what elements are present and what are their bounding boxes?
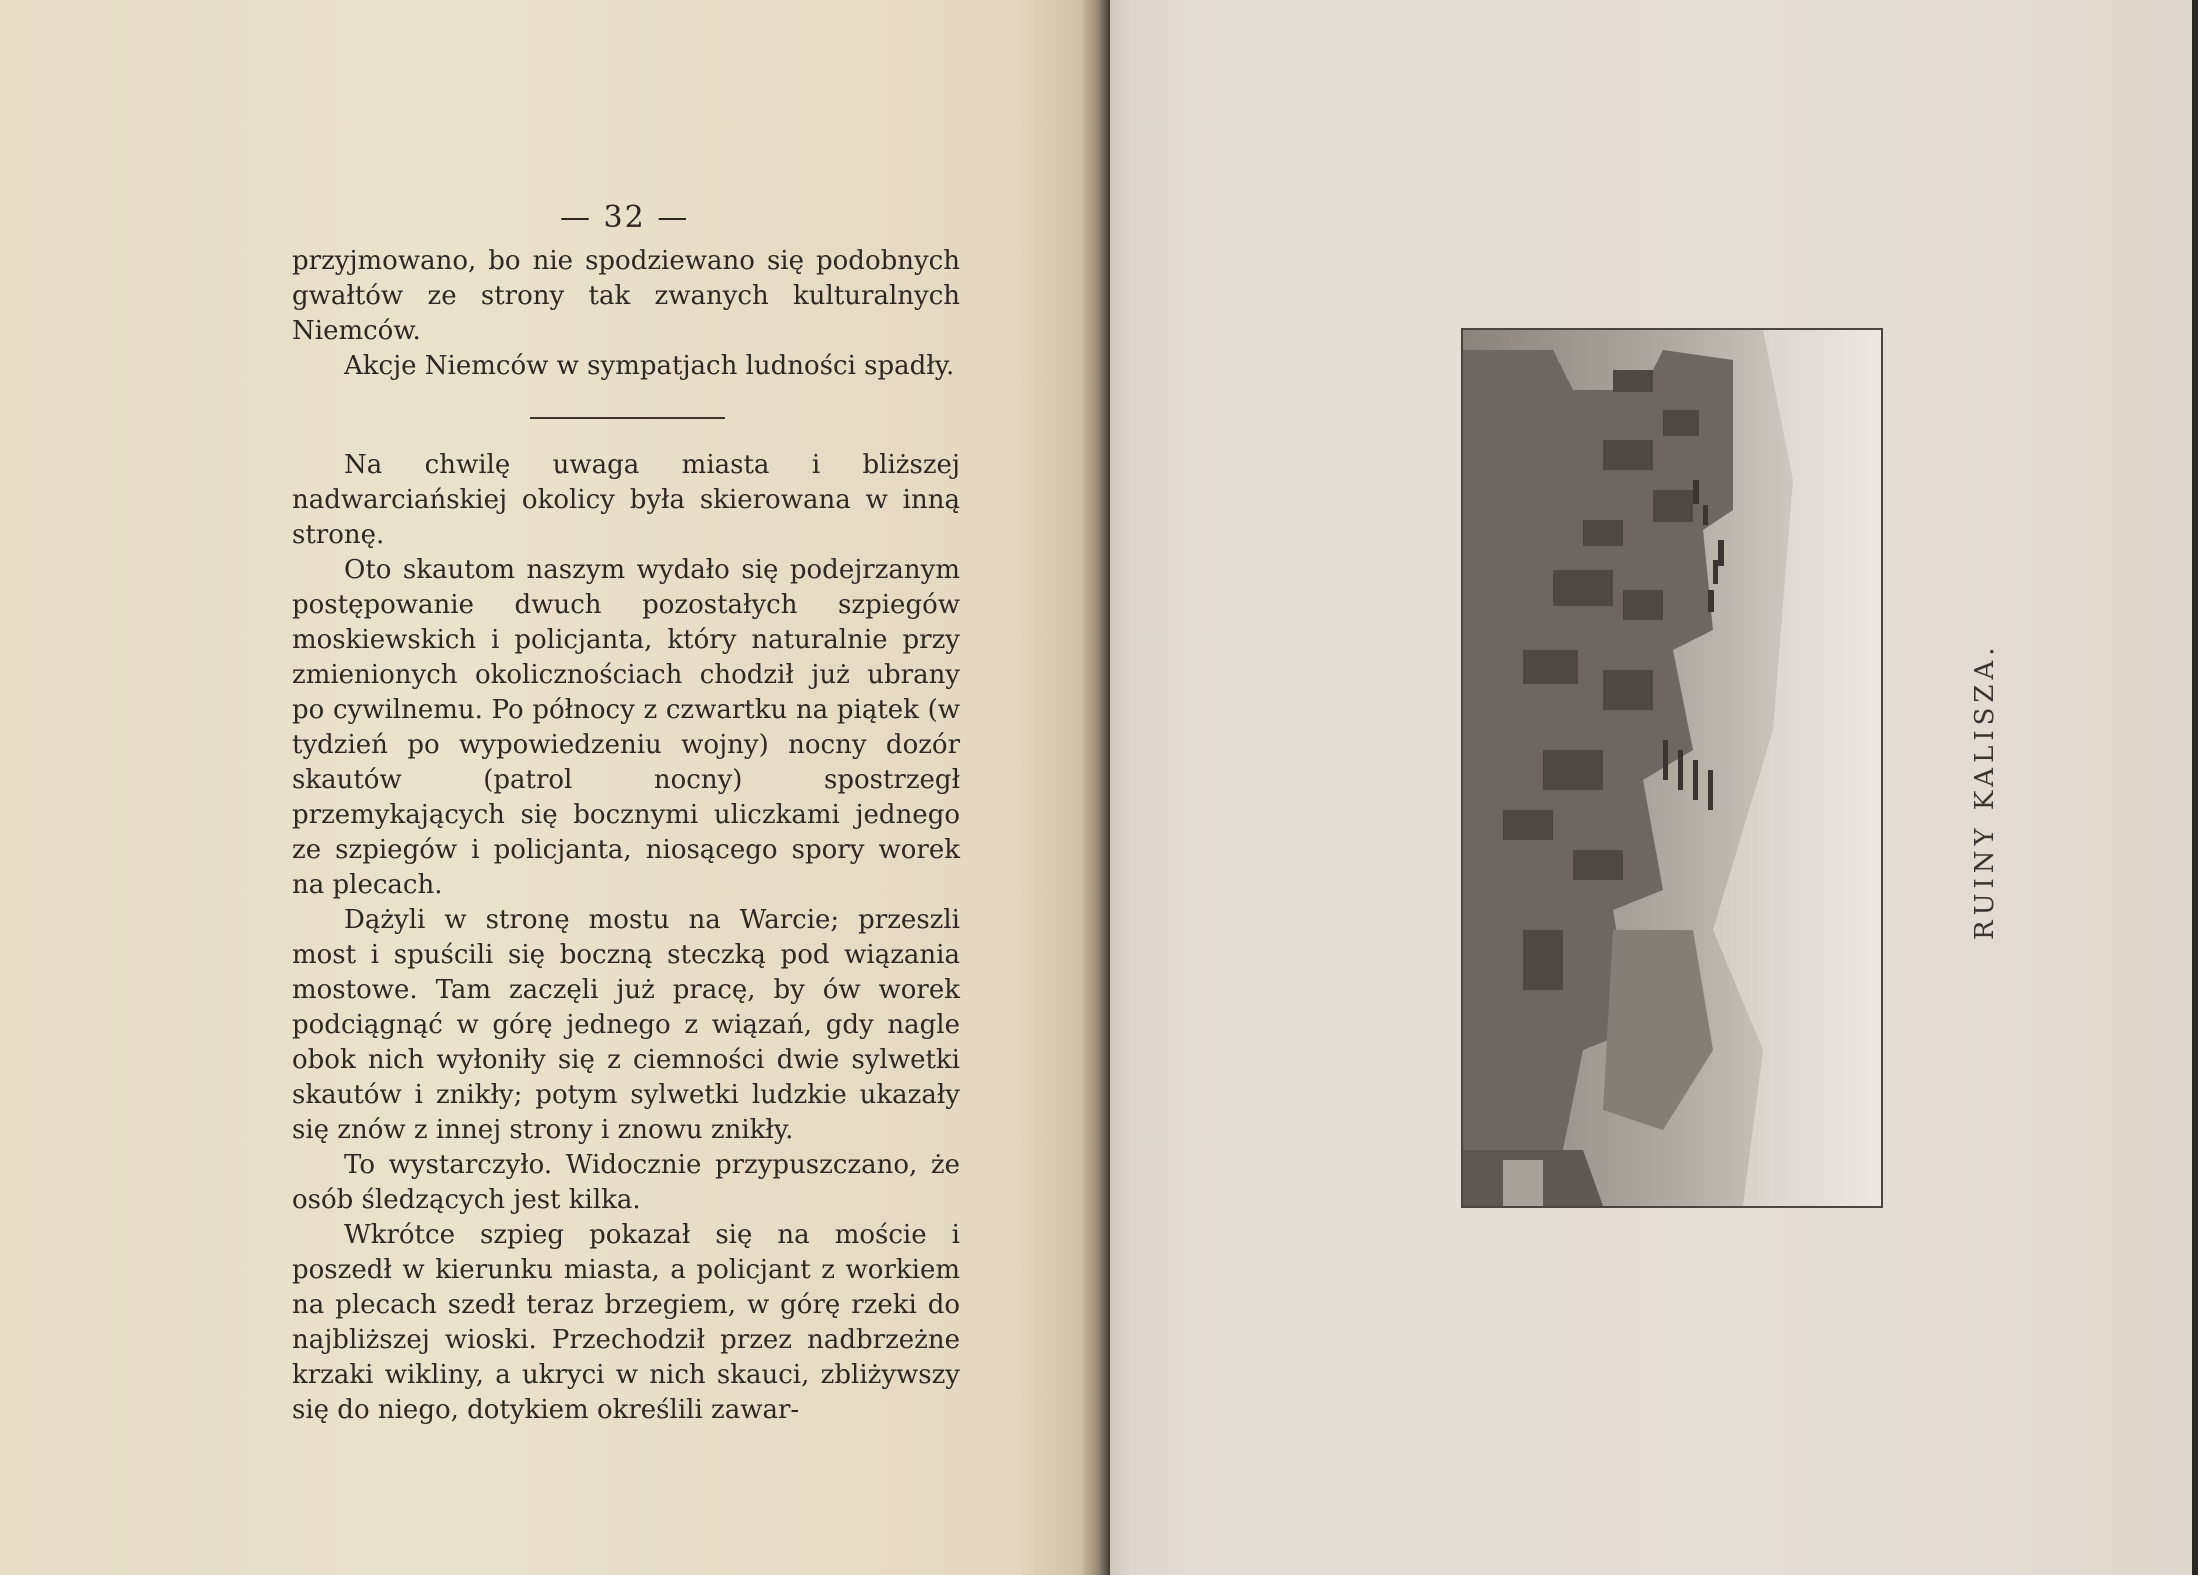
paragraph: Akcje Niemców w sympatjach ludności spadły. bbox=[344, 351, 955, 381]
ruins-photograph bbox=[1461, 328, 1883, 1208]
book-gutter bbox=[1080, 0, 1110, 1575]
paragraph: To wystarczyło. Widocznie przypuszczano, że osób śledzących jest kilka. bbox=[292, 1150, 960, 1215]
plate-caption: RUINY KALISZA. bbox=[1970, 642, 2000, 940]
ruins-photo-image bbox=[1463, 330, 1881, 1206]
paragraph: Wkrótce szpieg pokazał się na moście i poszedł w kierunku miasta, a policjant z workiem na plecach szedł teraz brzegiem, w górę rzeki do najbliższej wioski. Przechodził przez nadbrzeżne krzaki wikliny, a ukryci w nich skauci, zbliżywszy się do niego, dotykiem określili zawar- bbox=[292, 1220, 960, 1425]
text-block-top bbox=[292, 244, 960, 384]
paragraph-continuation: przyjmowano, bo nie spodziewano się podobnych gwałtów ze strony tak zwanych kulturalnych Niemców. bbox=[292, 246, 960, 346]
page-edge bbox=[2192, 0, 2198, 1575]
text-block-main bbox=[292, 448, 960, 1428]
page-number: — 32 — bbox=[560, 200, 690, 235]
paragraph: Na chwilę uwaga miasta i bliższej nadwarciańskiej okolicy była skierowana w inną stronę. bbox=[292, 450, 960, 550]
paragraph: Dążyli w stronę mostu na Warcie; przeszli most i spuścili się boczną steczką pod wiązania mostowe. Tam zaczęli już pracę, by ów worek podciągnąć w górę jednego z wiązań, gdy nagle obok nich wyłoniły się z ciemności dwie sylwetki skautów i znikły; potym sylwetki ludzkie ukazały się znów z innej strony i znowu znikły. bbox=[292, 905, 960, 1145]
paragraph: Oto skautom naszym wydało się podejrzanym postępowanie dwuch pozostałych szpiegów moskiewskich i policjanta, który naturalnie przy zmienionych okolicznościach chodził już ubrany po cywilnemu. Po północy z czwartku na piątek (w tydzień po wypowiedzeniu wojny) nocny dozór skautów (patrol nocny) spostrzegł przemykających się bocznymi uliczkami jednego ze szpiegów i policjanta, niosącego spory worek na plecach. bbox=[292, 555, 960, 900]
section-divider bbox=[530, 417, 725, 419]
